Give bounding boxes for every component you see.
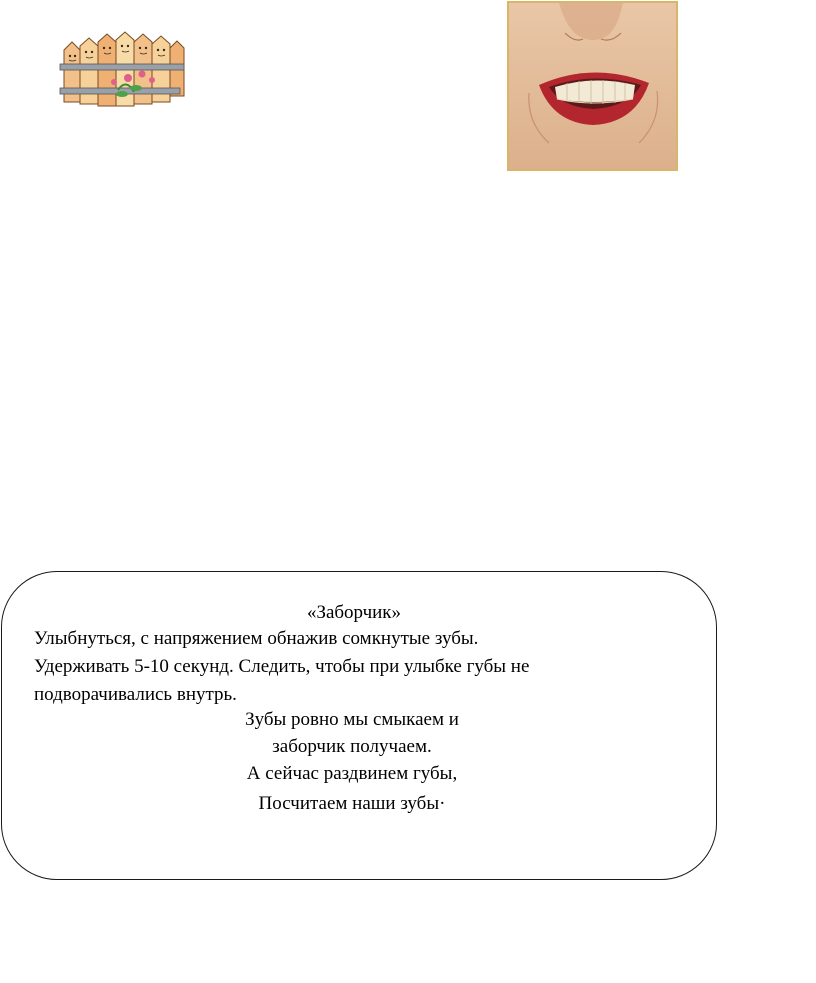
poem-line: Посчитаем наши зубы· [258,793,446,814]
exercise-poem [0,706,710,817]
smile-photo [507,1,678,171]
instruction-line: Удерживать 5-10 секунд. Следить, чтобы при улыбке губы не [34,656,530,677]
fence-cartoon-icon [56,30,186,114]
poem-line: Зубы ровно мы смыкаем и [245,709,459,730]
exercise-instructions [34,625,694,709]
exercise-title: «Заборчик» [306,602,402,623]
instruction-line: Улыбнуться, с напряжением обнажив сомкнутые зубы. [34,628,479,649]
poem-line: заборчик получаем. [272,736,432,757]
poem-line: А сейчас раздвинем губы, [246,763,458,784]
exercise-card [1,571,717,880]
instruction-line: подворачивались внутрь. [34,684,237,705]
